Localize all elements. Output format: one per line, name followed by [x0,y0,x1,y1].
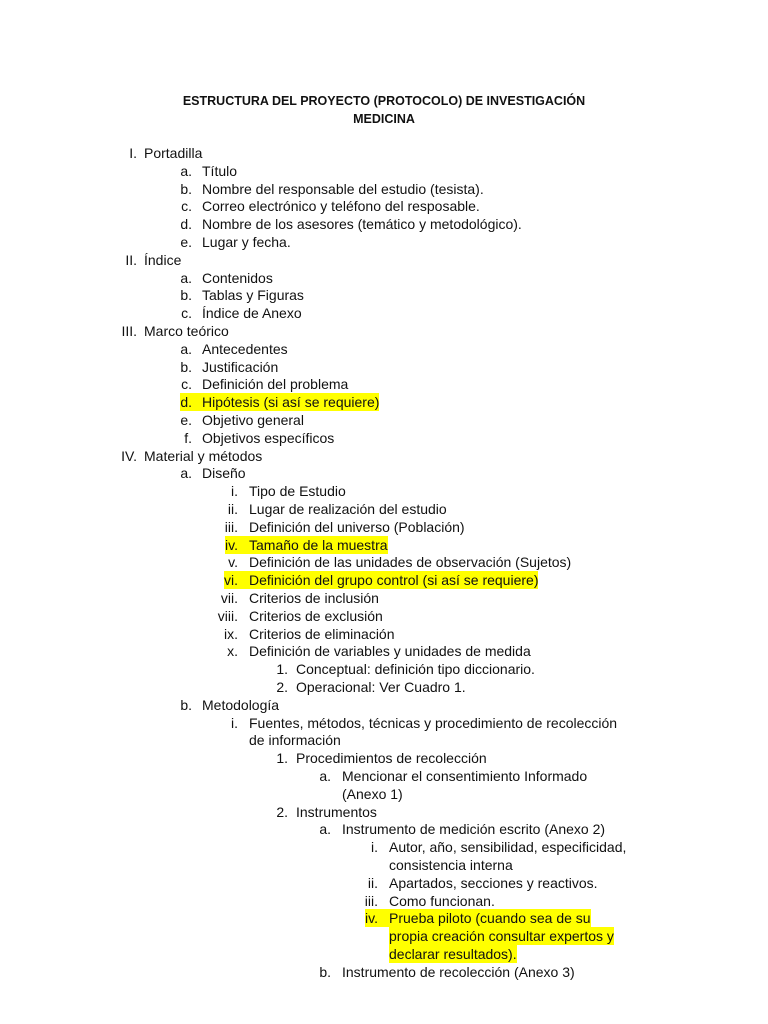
outline-text: Objetivos específicos [202,430,335,446]
outline-marker: c. [181,198,192,214]
outline-item [0,322,768,340]
outline-item [0,785,768,803]
outline-item [0,945,768,963]
outline-text: Índice de Anexo [202,305,302,321]
outline-item [0,909,768,927]
outline-marker: a. [180,341,192,357]
outline-marker: 1. [276,661,288,677]
outline-item [0,571,768,589]
outline-item [0,269,768,287]
outline-item [0,144,768,162]
outline-text: Nombre del responsable del estudio (tesista). [202,181,484,197]
outline-marker: iv. [365,909,389,927]
outline-item [0,180,768,198]
outline-text: de información [249,732,341,748]
outline-item [0,642,768,660]
outline-item [0,215,768,233]
outline-text: Hipótesis (si así se requiere) [202,394,380,410]
outline-text: Instrumento de recolección (Anexo 3) [342,964,575,980]
outline-text: Definición del grupo control (si así se requiere) [249,572,539,588]
outline-marker: vi. [224,571,249,589]
outline-text: Título [202,163,238,179]
outline-item [0,411,768,429]
outline-text: Criterios de exclusión [249,608,383,624]
outline-text: Definición del problema [202,376,349,392]
outline-text: Metodología [202,697,280,713]
outline-text: Tablas y Figuras [202,287,304,303]
outline-text: Como funcionan. [389,893,495,909]
outline-marker: f. [184,430,192,446]
outline-item [0,892,768,910]
outline-marker: v. [228,554,238,570]
outline-text: Tamaño de la muestra [249,537,388,553]
outline-item [0,696,768,714]
outline-item [0,749,768,767]
outline-item [0,393,768,411]
outline-text: Diseño [202,465,246,481]
outline-item [0,482,768,500]
outline-marker: i. [231,715,238,731]
outline-marker: ix. [224,626,238,642]
outline-item [0,429,768,447]
outline-text: Definición de las unidades de observación (Sujetos) [249,554,572,570]
outline-text: declarar resultados). [389,946,517,962]
outline-text: Prueba piloto (cuando sea de su [389,910,591,926]
outline-item [0,304,768,322]
outline-marker: viii. [217,608,238,624]
outline-marker: a. [319,768,331,784]
outline-marker: i. [371,839,378,855]
outline-item [0,286,768,304]
outline-text: propia creación consultar expertos y [389,928,614,944]
outline-item [0,625,768,643]
outline-text: Índice [144,252,182,268]
outline-marker: b. [180,697,192,713]
outline-item [0,447,768,465]
outline-item [0,536,768,554]
outline-marker: b. [319,964,331,980]
outline-item [0,607,768,625]
outline-text: Mencionar el consentimiento Informado [342,768,588,784]
outline-item [0,731,768,749]
outline-item [0,963,768,981]
outline-marker: iii. [364,893,378,909]
outline-marker: 2. [276,679,288,695]
outline-marker: c. [181,305,192,321]
outline-text: Contenidos [202,270,273,286]
outline-text: Criterios de inclusión [249,590,379,606]
outline-item [0,803,768,821]
outline-item [0,660,768,678]
outline-text: Instrumento de medición escrito (Anexo 2) [342,821,606,837]
outline-marker: II. [125,252,137,268]
outline-marker: a. [319,821,331,837]
outline-item [0,464,768,482]
outline-text: Correo electrónico y teléfono del resposable. [202,198,480,214]
document-title-line1: ESTRUCTURA DEL PROYECTO (PROTOCOLO) DE INVESTIGACIÓN [182,94,586,108]
outline-item [0,553,768,571]
outline-text: Marco teórico [144,323,229,339]
outline-marker: d. [180,216,192,232]
outline-text: Tipo de Estudio [249,483,346,499]
outline-marker: c. [181,376,192,392]
outline-marker: iii. [224,519,238,535]
outline-item [0,375,768,393]
outline-text: Portadilla [144,145,203,161]
outline-text: Definición de variables y unidades de medida [249,643,531,659]
outline-item [0,358,768,376]
outline-item [0,500,768,518]
outline-text: Definición del universo (Población) [249,519,465,535]
outline-marker: iv. [225,536,249,554]
outline-item [0,838,768,856]
outline-text: Apartados, secciones y reactivos. [389,875,598,891]
outline-item [0,874,768,892]
outline-item [0,197,768,215]
outline-item [0,767,768,785]
outline-text: Operacional: Ver Cuadro 1. [296,679,466,695]
outline-text: consistencia interna [389,857,513,873]
outline-text: Criterios de eliminación [249,626,395,642]
outline-text: Instrumentos [296,804,377,820]
outline-item [0,678,768,696]
outline-text: (Anexo 1) [342,786,403,802]
outline-text: Nombre de los asesores (temático y metodológico). [202,216,522,232]
outline-item [0,518,768,536]
outline-text: Autor, año, sensibilidad, especificidad, [389,839,627,855]
outline-text: Lugar y fecha. [202,234,291,250]
outline-marker: d. [180,393,202,411]
outline-item [0,340,768,358]
outline-marker: a. [180,270,192,286]
outline-marker: b. [180,287,192,303]
outline-marker: ii. [367,875,378,891]
outline-marker: i. [231,483,238,499]
outline-marker: x. [227,643,238,659]
outline-marker: ii. [227,501,238,517]
outline-text: Fuentes, métodos, técnicas y procedimiento de recolección [249,715,618,731]
outline-item [0,856,768,874]
outline-text: Lugar de realización del estudio [249,501,447,517]
outline-item [0,714,768,732]
outline-item [0,251,768,269]
outline-marker: III. [121,323,137,339]
outline-marker: b. [180,181,192,197]
outline-item [0,589,768,607]
outline-marker: e. [180,412,192,428]
outline-marker: 2. [276,804,288,820]
outline-text: Material y métodos [144,448,263,464]
outline-text: Conceptual: definición tipo diccionario. [296,661,535,677]
outline-item [0,927,768,945]
outline-text: Justificación [202,359,279,375]
outline-text: Objetivo general [202,412,304,428]
outline-item [0,162,768,180]
outline-item [0,820,768,838]
outline-text: Antecedentes [202,341,288,357]
document-title-line2: MEDICINA [353,112,415,126]
outline-marker: a. [180,163,192,179]
outline-marker: 1. [276,750,288,766]
outline-text: Procedimientos de recolección [296,750,487,766]
outline-marker: b. [180,359,192,375]
outline-item [0,233,768,251]
outline-marker: a. [180,465,192,481]
outline-marker: I. [129,145,137,161]
outline-marker: IV. [121,448,137,464]
outline-marker: e. [180,234,192,250]
outline-marker: vii. [220,590,238,606]
